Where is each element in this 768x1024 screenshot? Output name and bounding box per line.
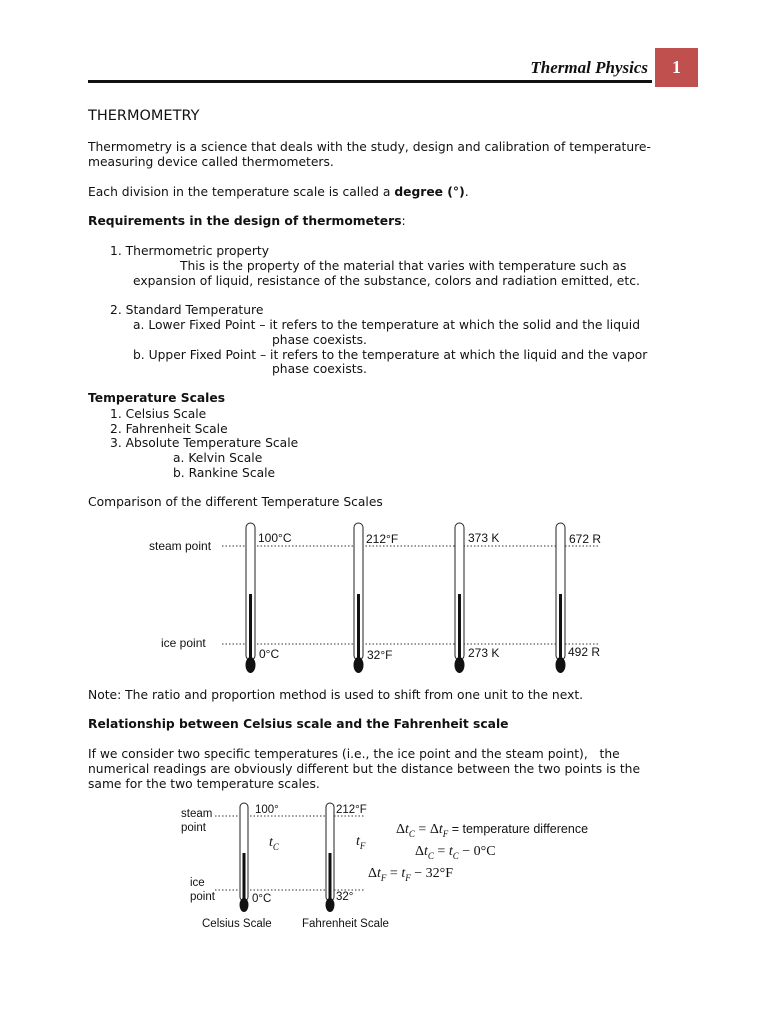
equation-delta-tc: $\Delta t_C = t_C - 0^\circ C$ (415, 844, 496, 861)
equation-delta-equal: $\Delta t_C = \Delta t_F$ = temperature difference (396, 822, 589, 839)
fahrenheit-top-value: 212°F (366, 532, 399, 546)
rankine-top-value: 672 R (569, 532, 602, 546)
req1-line-1: This is the property of the material that varies with temperature such as (180, 259, 627, 273)
eq1-text: = temperature difference (451, 822, 589, 836)
relationship-line-2: numerical readings are obviously different but the distance between the two points is the (88, 762, 641, 776)
degree-end: . (464, 185, 469, 199)
kelvin-top-value: 373 K (468, 531, 500, 545)
thermometer-rankine (556, 523, 566, 673)
rankine-bottom-value: 492 R (568, 645, 601, 659)
diag2-fahrenheit-top: 212°F (336, 804, 367, 816)
diag2-steam-label-1: steam (181, 808, 213, 820)
req2-b-line-2: phase coexists. (272, 362, 367, 376)
celsius-thermometer (240, 803, 249, 912)
celsius-top-value: 100°C (258, 531, 292, 545)
degree-definition (88, 185, 469, 200)
tf-subscript: F (359, 840, 366, 851)
thermometer-kelvin (455, 523, 465, 673)
scale-item: 2. Fahrenheit Scale (110, 422, 228, 436)
req2-title: 2. Standard Temperature (110, 303, 264, 317)
intro-line-2: measuring device called thermometers. (88, 155, 334, 169)
diag2-ice-label-2: point (190, 891, 215, 903)
scale-subitem: a. Kelvin Scale (173, 451, 263, 465)
tc-subscript: C (272, 841, 279, 852)
kelvin-bottom-value: 273 K (468, 646, 500, 660)
fahrenheit-scale-caption: Fahrenheit Scale (302, 918, 389, 930)
req2-a-line-2: phase coexists. (272, 333, 367, 347)
requirements-heading: Requirements in the design of thermometers (88, 214, 402, 228)
note-text: Note: The ratio and proportion method is used to shift from one unit to the next. (88, 688, 584, 702)
scale-item: 1. Celsius Scale (110, 407, 207, 421)
steam-point-label: steam point (149, 539, 212, 553)
relationship-line-3: same for the two temperature scales. (88, 777, 320, 791)
celsius-scale-caption: Celsius Scale (202, 918, 272, 930)
header-rule (88, 80, 652, 83)
running-header-title: Thermal Physics (530, 58, 648, 77)
diag2-fahrenheit-bottom: 32° (336, 891, 354, 903)
comparison-caption: Comparison of the different Temperature Scales (88, 495, 383, 509)
req2-b-line-1: b. Upper Fixed Point – it refers to the temperature at which the liquid and the vapor (133, 348, 648, 362)
tc-label (269, 835, 279, 852)
thermometer-fahrenheit (354, 523, 364, 673)
diag2-ice-label-1: ice (190, 877, 205, 889)
tc-symbol: t (269, 835, 273, 850)
diag2-celsius-bottom: 0°C (252, 893, 272, 905)
degree-text: Each division in the temperature scale is called a (88, 185, 395, 199)
fahrenheit-thermometer (326, 803, 335, 912)
relationship-line-1: If we consider two specific temperatures (i.e., the ice point and the steam point), the (88, 747, 620, 761)
page-number-badge: 1 (655, 48, 698, 87)
tf-label (356, 834, 365, 851)
diag2-celsius-top: 100° (255, 804, 279, 816)
requirements-heading-line (88, 214, 406, 229)
relationship-heading-line (88, 717, 509, 732)
section-title: THERMOMETRY (88, 108, 200, 124)
relationship-heading: Relationship between Celsius scale and the Fahrenheit scale (88, 717, 509, 731)
fahrenheit-bottom-value: 32°F (367, 648, 393, 662)
req1-body (133, 259, 691, 274)
intro-line-1: Thermometry is a science that deals with the study, design and calibration of temperature- (88, 140, 651, 154)
thermometer-celsius (246, 523, 256, 673)
ice-point-label: ice point (161, 636, 206, 650)
celsius-bottom-value: 0°C (259, 647, 280, 661)
scale-subitem: b. Rankine Scale (173, 466, 276, 480)
tf-symbol: t (356, 834, 360, 849)
scales-heading-line (88, 391, 225, 406)
equation-delta-tf: $\Delta t_F = t_F - 32^\circ F$ (368, 866, 453, 883)
eq2-rhs: − 0°C (462, 844, 496, 859)
eq3-rhs: − 32°F (414, 866, 453, 881)
intro-paragraph (88, 140, 692, 170)
requirements-colon: : (401, 214, 406, 228)
scales-heading: Temperature Scales (88, 391, 226, 405)
degree-term: degree (°) (394, 185, 465, 199)
diag2-steam-label-2: point (181, 822, 206, 834)
relationship-paragraph (88, 747, 692, 792)
req2-a-line-1: a. Lower Fixed Point – it refers to the temperature at which the solid and the liquid (133, 318, 641, 332)
req1-line-2: expansion of liquid, resistance of the substance, colors and radiation emitted, etc. (133, 274, 640, 288)
scale-item: 3. Absolute Temperature Scale (110, 436, 299, 450)
req1-title: 1. Thermometric property (110, 244, 270, 258)
